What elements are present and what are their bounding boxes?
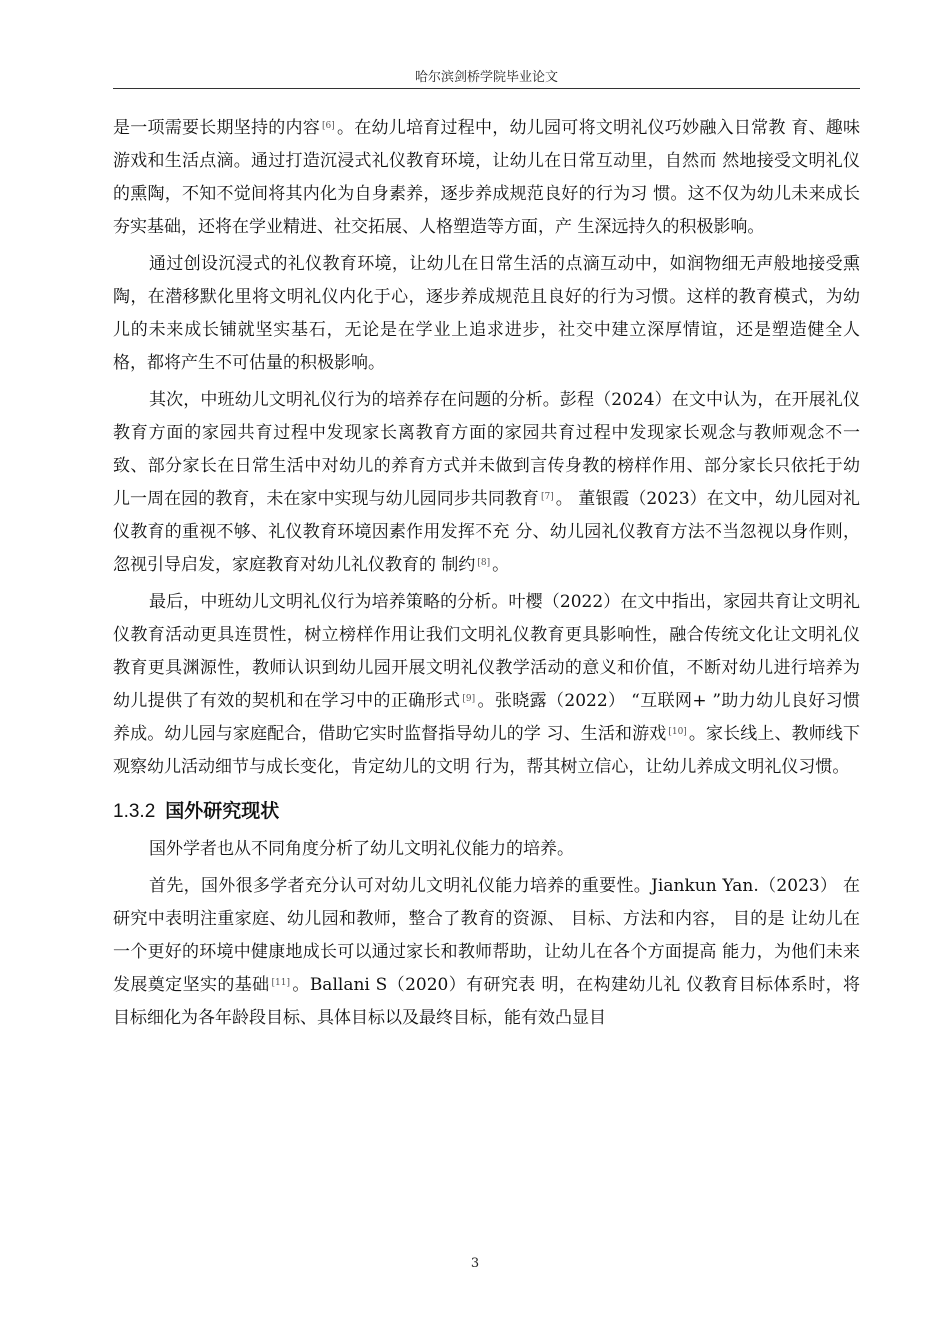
header-rule xyxy=(113,88,860,89)
paragraph xyxy=(113,870,860,1035)
citation-ref: [8] xyxy=(477,558,491,568)
citation-ref: [6] xyxy=(322,121,335,131)
section-title: 国外研究现状 xyxy=(165,800,280,822)
paragraph-text: 。 董银霞（2023）在文中，幼儿园对礼仪教育的重视不够、礼仪教育环境因素作用发挥不充 分、幼儿园礼仪教育方法不当忽视以身作则，忽视引导启发，家庭教育对幼儿礼仪教育的 制约 xyxy=(113,489,861,575)
paragraph-text: 国外学者也从不同角度分析了幼儿文明礼仪能力的培养。 xyxy=(149,839,574,859)
paragraph-text: 首先，国外很多学者充分认可对幼儿文明礼仪能力培养的重要性。Jiankun Yan.（2023） 在研究中表明注重家庭、幼儿园和教师，整合了教育的资源、 目标、方法和内容， 目的是 让幼儿在一个更好的环境中健康地成长可以通过家长和教师帮助，让幼儿在各个方面提高 能力，为他们未来发展奠定坚实的基础 xyxy=(113,876,860,995)
paragraph xyxy=(113,248,860,380)
paragraph xyxy=(113,384,860,582)
paragraph-text: 通过创设沉浸式的礼仪教育环境，让幼儿在日常生活的点滴互动中，如润物细无声般地接受熏陶，在潜移默化里将文明礼仪内化于心，逐步养成规范且良好的行为习惯。这样的教育模式，为幼儿的未来成长铺就坚实基石，无论是在学业上追求进步，社交中建立深厚情谊，还是塑造健全人格，都将产生不可估量的积极影响。 xyxy=(113,254,860,373)
paragraph-text: 其次，中班幼儿文明礼仪行为的培养存在问题的分析。彭程（2024）在文中认为，在开展礼仪教育方面的家园共育过程中发现家长离教育方面的家园共育过程中发现家长观念与教师观念不一致、部分家长在日常生活中对幼儿的养育方式并未做到言传身教的榜样作用、部分家长只依托于幼儿一周在园的教育，未在家中实现与幼儿园同步共同教育 xyxy=(113,390,860,509)
citation-ref: [9] xyxy=(462,694,476,704)
paragraph-continued xyxy=(113,112,860,244)
citation-ref: [10] xyxy=(668,727,687,737)
paragraph-text: 。 xyxy=(492,555,510,575)
paragraph-text: 。在幼儿培育过程中，幼儿园可将文明礼仪巧妙融入日常教 育、趣味游戏和生活点滴。通过打造沉浸式礼仪教育环境，让幼儿在日常互动里，自然而 然地接受文明礼仪的熏陶，不知不觉间将其内化为自身素养，逐步养成规范良好的行为习 惯。这不仅为幼儿未来成长夯实基础，还将在学业精进、社交拓展、人格塑造等方面，产 生深远持久的积极影响。 xyxy=(113,118,861,237)
paragraph-text: 是一项需要长期坚持的内容 xyxy=(113,118,321,138)
paragraph-text: 。张晓露（2022） “互联网+ ”助力幼儿良好习惯养成。幼儿园与家庭配合，借助它实时监督指导幼儿的学 习、生活和游戏 xyxy=(113,691,860,744)
section-heading xyxy=(113,796,860,827)
paragraph-text: 最后，中班幼儿文明礼仪行为培养策略的分析。叶樱（2022）在文中指出，家园共育让文明礼仪教育活动更具连贯性，树立榜样作用让我们文明礼仪教育更具影响性，融合传统文化让文明礼仪教育更具渊源性，教师认识到幼儿园开展文明礼仪教学活动的意义和价值，不断对幼儿进行培养为幼儿提供了有效的契机和在学习中的正确形式 xyxy=(113,592,860,711)
section-number: 1.3.2 xyxy=(113,801,156,822)
document-body xyxy=(113,112,860,1035)
citation-ref: [7] xyxy=(540,492,554,502)
citation-ref: [11] xyxy=(271,978,291,988)
paragraph-text: 。家长线上、教师线下观察幼儿活动细节与成长变化，肯定幼儿的文明 行为，帮其树立信心，让幼儿养成文明礼仪习惯。 xyxy=(113,724,861,777)
paragraph xyxy=(113,586,860,784)
running-header: 哈尔滨剑桥学院毕业论文 xyxy=(414,70,558,85)
page-number: 3 xyxy=(470,1256,480,1271)
paragraph xyxy=(113,833,860,866)
paragraph-text: 。Ballani S（2020）有研究表 明，在构建幼儿礼 仪教育目标体系时，将目标细化为各年龄段目标、具体目标以及最终目标，能有效凸显目 xyxy=(113,975,860,1028)
